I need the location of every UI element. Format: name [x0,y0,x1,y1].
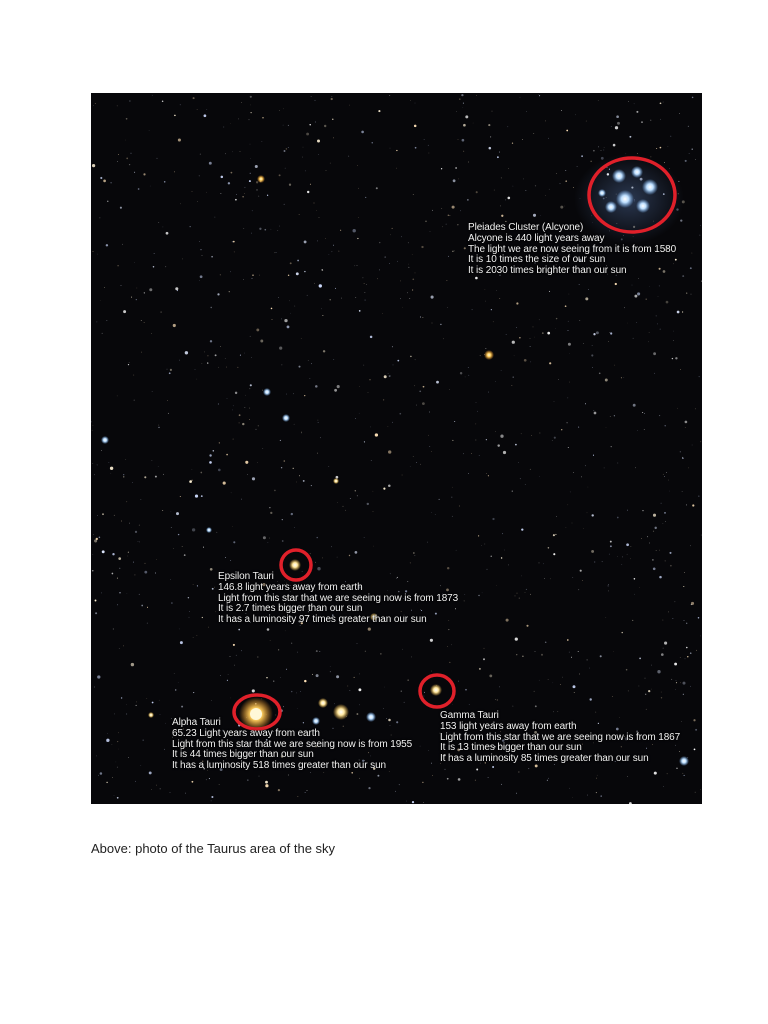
alpha-tauri-label [172,718,412,772]
photo-caption: Above: photo of the Taurus area of the sky [91,841,336,856]
gamma-tauri-line: It has a luminosity 85 times greater than our sun [440,753,649,765]
epsilon-tauri-line: It is 2.7 times bigger than our sun [218,603,363,615]
pleiades-line: The light we are now seeing from it is from 1580 [468,243,677,255]
epsilon-tauri-line: Light from this star that we are seeing now is from 1873 [218,592,459,604]
alpha-tauri-line: It is 44 times bigger than our sun [172,749,314,761]
star-field [91,93,702,804]
alpha-tauri-line: It has a luminosity 518 times greater than our sun [172,760,387,772]
gamma-tauri-label [440,711,680,765]
pleiades-line: Alcyone is 440 light years away [468,232,605,244]
epsilon-tauri-star [289,559,301,571]
alpha-tauri-line: Light from this star that we are seeing now is from 1955 [172,738,413,750]
epsilon-tauri-line: It has a luminosity 97 times greater than our sun [218,614,427,626]
gamma-tauri-line: Light from this star that we are seeing now is from 1867 [440,731,681,743]
pleiades-line: It is 10 times the size of our sun [468,254,606,266]
alpha-tauri-title: Alpha Tauri [172,717,221,728]
gamma-tauri-line: It is 13 times bigger than our sun [440,742,582,754]
pleiades-line: It is 2030 times brighter than our sun [468,265,627,277]
gamma-tauri-line: 153 light years away from earth [440,720,577,732]
epsilon-tauri-title: Epsilon Tauri [218,571,274,582]
epsilon-tauri-line: 146.8 light years away from earth [218,581,363,593]
pleiades-title: Pleiades Cluster (Alcyone) [468,222,584,233]
gamma-tauri-star [430,684,442,696]
alpha-tauri-line: 65.23 Light years away from earth [172,727,320,739]
taurus-star-photo [91,93,702,804]
pleiades-label [468,223,676,277]
epsilon-tauri-label [218,572,458,626]
gamma-tauri-title: Gamma Tauri [440,710,499,721]
